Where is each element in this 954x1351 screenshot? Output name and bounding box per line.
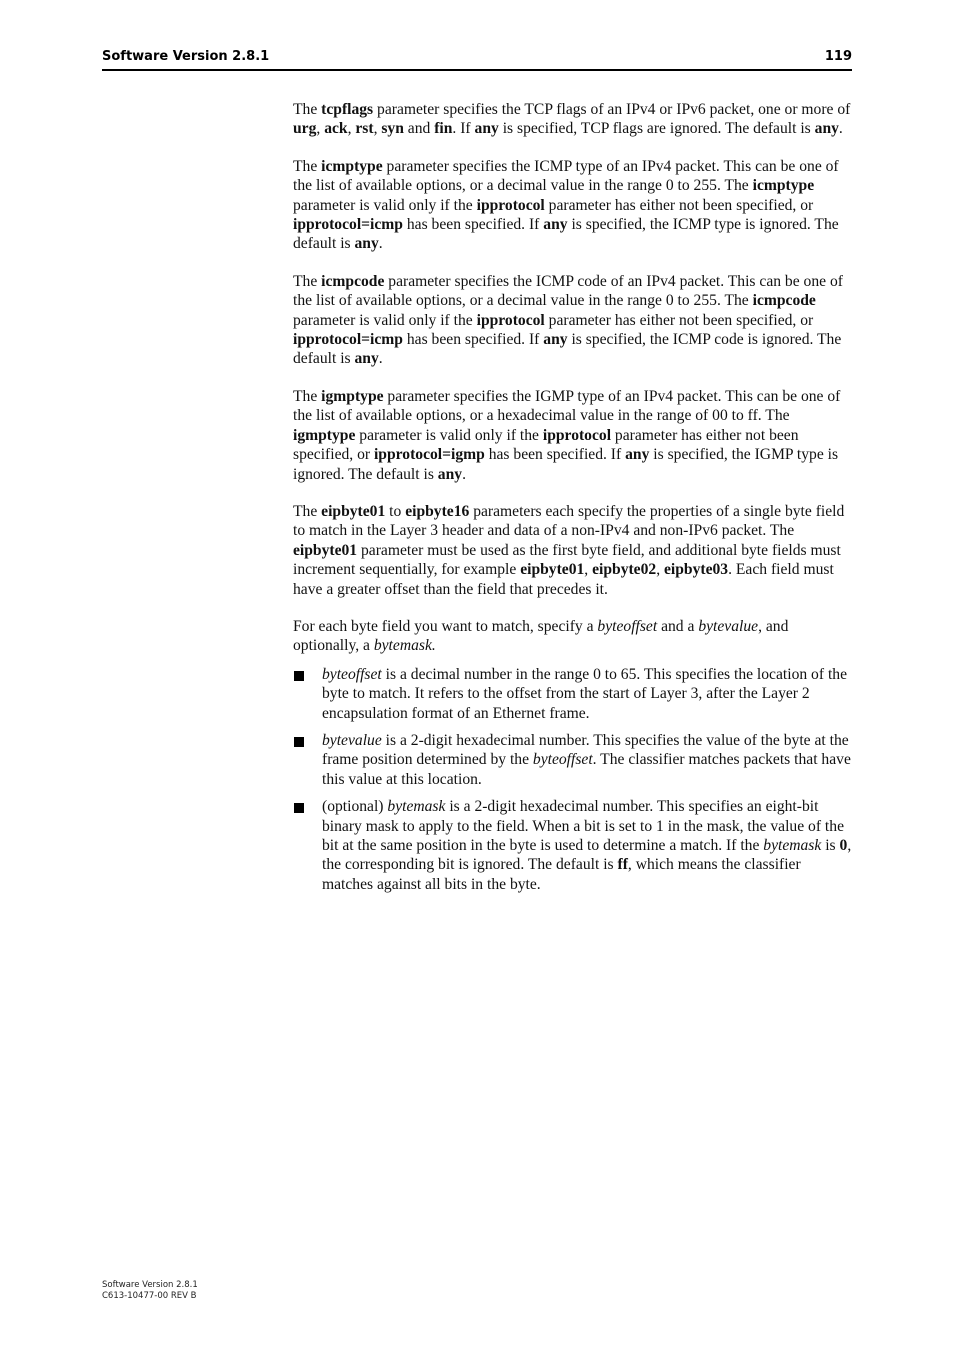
text: parameter has either not been specified, or [293,426,799,464]
keyword: tcpflags [321,101,374,118]
text: , [347,120,356,138]
keyword: urg [293,120,317,138]
text: parameter specifies the ICMP code of an IPv4 packet. This can be one of the list of available options, or a decimal value in the range 0 to 255. The [293,272,843,310]
text: . [838,120,843,138]
text: parameter has either not been specified, or [544,196,814,214]
text: The [293,101,322,118]
keyword: any [354,350,379,368]
keyword: igmptype [293,426,356,444]
text: For each byte field you want to match, specify a [293,617,598,635]
keyword: any [543,216,568,234]
keyword: eipbyte16 [405,502,470,520]
text: , and optionally, a [293,617,789,655]
keyword: ff [617,856,628,874]
list-item-bytevalue [293,731,852,789]
paragraph-icmptype [293,157,852,254]
list-item-bytemask [293,797,852,894]
text: and [403,120,435,138]
text: is specified, the IGMP type is ignored. The default is [293,446,839,483]
paragraph-icmpcode [293,272,852,369]
text: , [584,561,593,579]
keyword: 0 [839,837,848,854]
paragraph-byte-field [293,617,852,656]
footer-doc-number: C613-10477-00 REV B [102,1291,197,1301]
term: byteoffset [322,665,382,683]
keyword: icmptype [752,177,815,195]
text: parameter is valid only if the [293,311,477,329]
keyword: ack [324,120,348,138]
main-content [293,100,852,902]
bullet-square-icon [294,737,304,747]
list-item-byteoffset [293,665,852,723]
text: has been specified. If [402,216,544,234]
text: parameter specifies the TCP flags of an IPv4 or IPv6 packet, one or more of [373,101,851,118]
text: The [293,272,322,290]
keyword: ipprotocol [542,426,612,444]
text: . Each field must have a greater offset than the field that precedes it. [293,561,834,598]
text: is a decimal number in the range 0 to 65. This specifies the location of the byte to match. It refers to the offset from the start of Layer 3, after the Layer 2 encapsulation format of an Ethernet frame. [322,665,847,722]
text: , which means the classifier matches against all bits in the byte. [322,856,801,893]
keyword: any [814,120,839,138]
text: The [293,387,322,405]
text: is specified, the ICMP type is ignored. The default is [293,216,839,253]
text: has been specified. If [484,446,626,464]
keyword: ipprotocol=icmp [293,331,403,349]
text: parameter specifies the ICMP type of an IPv4 packet. This can be one of the list of available options, or a decimal value in the range 0 to 255. The [293,157,839,195]
bullet-list [293,665,852,894]
text: . [378,235,383,253]
keyword: any [437,465,463,483]
text: . The classifier matches packets that have this value at this location. [322,751,851,788]
text: has been specified. If [402,331,544,349]
keyword: icmpcode [752,292,816,310]
page-footer [102,1280,198,1302]
text: to [385,502,406,520]
text: The [293,502,322,520]
keyword: rst [355,120,374,138]
keyword: any [474,120,499,138]
keyword: icmptype [321,157,383,175]
keyword: ipprotocol=igmp [373,446,485,464]
term: bytemask [763,837,822,854]
keyword: eipbyte01 [293,541,358,559]
paragraph-eipbyte [293,502,852,599]
bullet-square-icon [294,803,304,813]
text: , [373,120,382,138]
text: and a [657,617,699,635]
keyword: eipbyte01 [321,502,386,520]
text: is a 2-digit hexadecimal number. This specifies an eight-bit binary mask to apply to the field. When a bit is set to 1 in the mask, the value of the bit at the same position in the byte is used to determine a match. If the [322,798,844,854]
keyword: ipprotocol [476,196,545,214]
text: . [378,350,383,368]
keyword: icmpcode [321,272,385,290]
text: is a 2-digit hexadecimal number. This specifies the value of the byte at the frame position determined by the [322,731,849,769]
text: parameter has either not been specified, or [544,311,814,329]
keyword: igmptype [321,387,384,405]
keyword: eipbyte02 [592,561,657,579]
text: parameter must be used as the first byte field, and additional byte fields must increment sequentially, for example [293,541,841,579]
text: parameter is valid only if the [293,196,477,214]
keyword: eipbyte03 [664,561,729,579]
header-title: Software Version 2.8.1 [102,49,270,64]
text: , the corresponding bit is ignored. The default is [322,837,852,874]
text: . If [452,120,475,138]
text: The [293,157,322,175]
paragraph-igmptype [293,387,852,484]
term: bytevalue [322,731,382,749]
bullet-square-icon [294,671,304,681]
text: (optional) [322,798,388,816]
keyword: eipbyte01 [520,561,585,579]
header-page-number: 119 [824,49,852,64]
text: is specified, the ICMP code is ignored. The default is [293,331,842,368]
text: is specified, TCP flags are ignored. The default is [498,120,815,138]
keyword: ipprotocol [476,311,545,329]
text: parameters each specify the properties of a single byte field to match in the Layer 3 header and data of a non-IPv4 and non-IPv6 packet. The [293,502,845,540]
text: , [316,120,325,138]
page-header [102,47,852,71]
paragraph-tcpflags [293,100,852,139]
term: bytemask. [373,637,436,655]
text: is [821,837,840,854]
text: parameter specifies the IGMP type of an IPv4 packet. This can be one of the list of available options, or a hexadecimal value in the range of 00 to ff. The [293,387,841,425]
keyword: any [625,446,650,464]
footer-version: Software Version 2.8.1 [102,1280,198,1290]
keyword: fin [434,120,453,138]
keyword: ipprotocol=icmp [293,216,403,234]
text: , [656,561,664,579]
text: parameter is valid only if the [355,426,543,444]
term: byteoffset [532,751,593,769]
keyword: syn [381,120,404,138]
keyword: any [354,235,379,253]
term: bytemask [387,798,446,816]
keyword: any [543,331,568,349]
term: byteoffset [597,617,658,635]
text: . [462,465,466,483]
term: bytevalue [698,617,759,635]
